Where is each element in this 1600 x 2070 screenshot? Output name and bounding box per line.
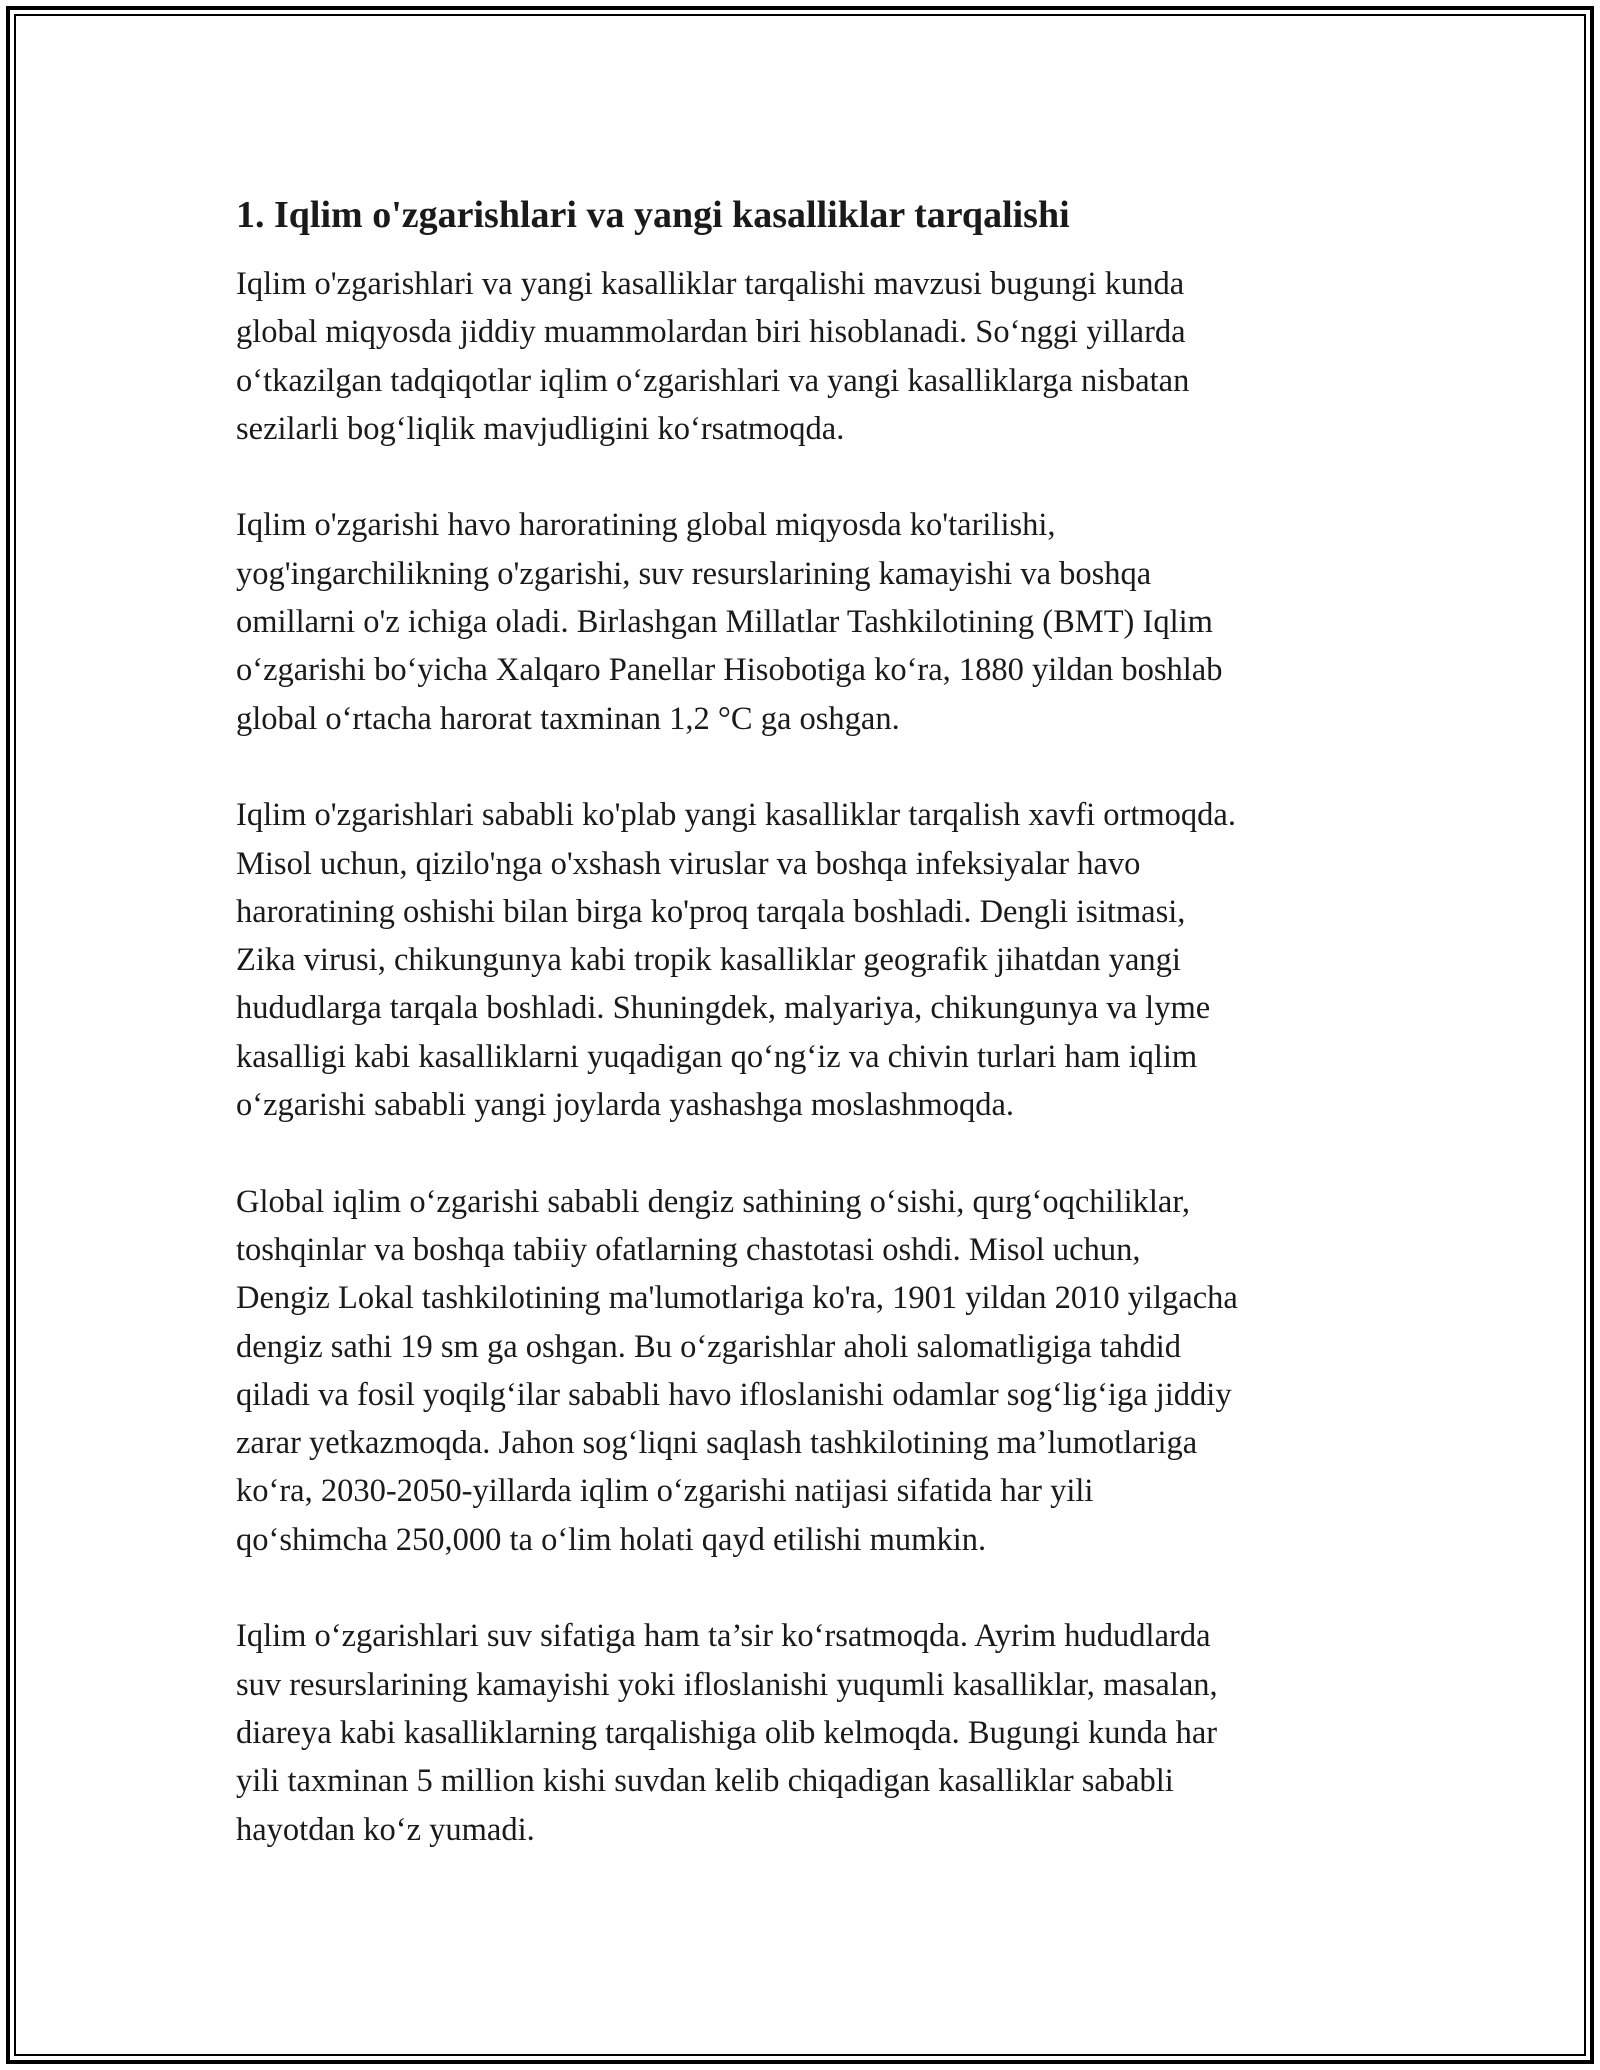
text-line: Global iqlim o‘zgarishi sababli dengiz sathining o‘sishi, qurg‘oqchiliklar, xyxy=(236,1183,1190,1220)
paragraph-diseases xyxy=(236,791,1406,1129)
text-line: Iqlim o'zgarishlari sababli ko'plab yangi kasalliklar tarqalish xavfi ortmoqda. xyxy=(236,797,1236,834)
document-body xyxy=(236,180,1406,1902)
text-line: yili taxminan 5 million kishi suvdan kelib chiqadigan kasalliklar sababli xyxy=(236,1763,1174,1800)
text-line: qo‘shimcha 250,000 ta o‘lim holati qayd etilishi mumkin. xyxy=(236,1521,987,1558)
text-line: kasalligi kabi kasalliklarni yuqadigan qo‘ng‘iz va chivin turlari ham iqlim xyxy=(236,1038,1198,1075)
text-line: qiladi va fosil yoqilg‘ilar sababli havo ifloslanishi odamlar sog‘lig‘iga jiddiy xyxy=(236,1376,1232,1413)
text-line: global miqyosda jiddiy muammolardan biri hisoblanadi. So‘nggi yillarda xyxy=(236,314,1186,351)
text-line: o‘zgarishi sababli yangi joylarda yashashga moslashmoqda. xyxy=(236,1087,1015,1124)
text-line: omillarni o'z ichiga oladi. Birlashgan Millatlar Tashkilotining (BMT) Iqlim xyxy=(236,604,1213,641)
text-line: suv resurslarining kamayishi yoki ifloslanishi yuqumli kasalliklar, masalan, xyxy=(236,1666,1218,1703)
text-line: ko‘ra, 2030-2050-yillarda iqlim o‘zgarishi natijasi sifatida har yili xyxy=(236,1473,1094,1510)
text-line: Iqlim o'zgarishi havo haroratining global miqyosda ko'tarilishi, xyxy=(236,507,1056,544)
text-line: Iqlim o‘zgarishlari suv sifatiga ham ta’sir ko‘rsatmoqda. Ayrim hududlarda xyxy=(236,1618,1211,1655)
text-line: diareya kabi kasalliklarning tarqalishiga olib kelmoqda. Bugungi kunda har xyxy=(236,1714,1218,1751)
text-line: Zika virusi, chikungunya kabi tropik kasalliklar geografik jihatdan yangi xyxy=(236,942,1181,979)
text-line: o‘tkazilgan tadqiqotlar iqlim o‘zgarishlari va yangi kasalliklarga nisbatan xyxy=(236,362,1190,399)
paragraph-water xyxy=(236,1612,1406,1853)
text-line: hududlarga tarqala boshladi. Shuningdek, malyariya, chikungunya va lyme xyxy=(236,990,1211,1027)
text-line: zarar yetkazmoqda. Jahon sog‘liqni saqlash tashkilotining ma’lumotlariga xyxy=(236,1425,1198,1462)
text-line: toshqinlar va boshqa tabiiy ofatlarning chastotasi oshdi. Misol uchun, xyxy=(236,1231,1141,1268)
paragraph-intro xyxy=(236,260,1406,453)
text-line: haroratining oshishi bilan birga ko'proq tarqala boshladi. Dengli isitmasi, xyxy=(236,893,1186,930)
text-line: Dengiz Lokal tashkilotining ma'lumotlariga ko'ra, 1901 yildan 2010 yilgacha xyxy=(236,1280,1238,1317)
document-title: 1. Iqlim o'zgarishlari va yangi kasalliklar tarqalishi xyxy=(236,194,1070,236)
text-line: o‘zgarishi bo‘yicha Xalqaro Panellar Hisobotiga ko‘ra, 1880 yildan boshlab xyxy=(236,652,1223,689)
paragraph-temperature xyxy=(236,501,1406,742)
paragraph-sea-level xyxy=(236,1178,1406,1564)
text-line: dengiz sathi 19 sm ga oshgan. Bu o‘zgarishlar aholi salomatligiga tahdid xyxy=(236,1328,1182,1365)
text-line: global o‘rtacha harorat taxminan 1,2 °C ga oshgan. xyxy=(236,700,900,737)
text-line: Iqlim o'zgarishlari va yangi kasalliklar tarqalishi mavzusi bugungi kunda xyxy=(236,266,1185,302)
text-line: hayotdan ko‘z yumadi. xyxy=(236,1811,535,1848)
text-line: sezilarli bog‘liqlik mavjudligini ko‘rsatmoqda. xyxy=(236,410,845,447)
text-line: yog'ingarchilikning o'zgarishi, suv resurslarining kamayishi va boshqa xyxy=(236,555,1152,592)
text-line: Misol uchun, qizilo'nga o'xshash viruslar va boshqa infeksiyalar havo xyxy=(236,845,1141,882)
